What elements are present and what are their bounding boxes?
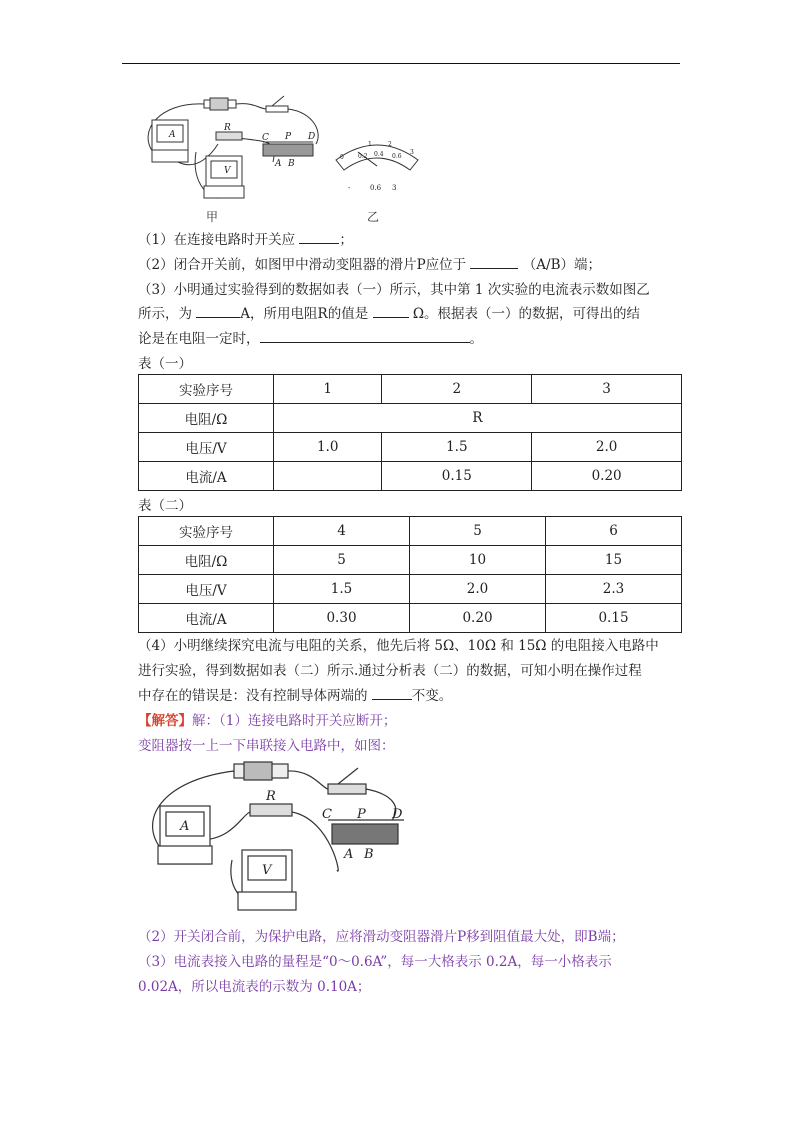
- svg-text:2: 2: [388, 141, 392, 148]
- table-row: 电流/A 0.15 0.20: [139, 462, 682, 491]
- answer-line2: 变阻器按一上一下串联接入电路中，如图：: [138, 738, 395, 754]
- svg-text:0: 0: [340, 154, 344, 161]
- answer-line4: （3）电流表接入电路的量程是“0～0.6A”，每一大格表示 0.2A，每一小格表示: [138, 954, 612, 970]
- question-3-line1: （3）小明通过实验得到的数据如表（一）所示，其中第 1 次实验的电流表示数如图乙: [138, 282, 650, 298]
- svg-text:C: C: [262, 133, 269, 143]
- svg-text:0.4: 0.4: [374, 151, 384, 158]
- svg-text:R: R: [266, 789, 276, 804]
- svg-text:3: 3: [410, 149, 414, 156]
- table1-label: 表（一）: [138, 356, 192, 372]
- svg-text:R: R: [224, 123, 231, 133]
- caption-jia: 甲: [206, 210, 219, 224]
- table-row: 实验序号 4 5 6: [139, 517, 682, 546]
- question-3-line3: 论是在电阻一定时， 。: [138, 331, 483, 347]
- table2-label: 表（二）: [138, 498, 192, 514]
- answer-circuit-figure: [142, 760, 412, 920]
- table-row: 电阻/Ω R: [139, 404, 682, 433]
- table-row: 电压/V 1.0 1.5 2.0: [139, 433, 682, 462]
- table-2: [138, 516, 682, 633]
- svg-text:P: P: [285, 132, 292, 142]
- svg-text:-: -: [348, 184, 351, 192]
- table-row: 电阻/Ω 5 10 15: [139, 546, 682, 575]
- caption-yi: 乙: [367, 210, 380, 224]
- svg-text:V: V: [262, 863, 272, 878]
- question-4-line1: （4）小明继续探究电流与电阻的关系，他先后将 5Ω、10Ω 和 15Ω 的电阻接入电路中: [138, 638, 659, 654]
- svg-text:C: C: [322, 807, 332, 822]
- question-1: （1）在连接电路时开关应 ；: [138, 232, 353, 248]
- svg-text:3: 3: [392, 184, 397, 192]
- svg-text:V: V: [224, 166, 231, 176]
- question-4-line3: 中存在的错误是：没有控制导体两端的 不变。: [138, 688, 453, 704]
- circuit-figure-jia: [138, 92, 338, 207]
- question-4-line2: 进行实验，得到数据如表（二）所示.通过分析表（二）的数据，可知小明在操作过程: [138, 663, 642, 679]
- svg-text:A: A: [180, 819, 190, 834]
- svg-text:0.2: 0.2: [358, 153, 368, 160]
- svg-text:D: D: [308, 132, 316, 142]
- question-2: （2）闭合开关前，如图甲中滑动变阻器的滑片P应位于 （A/B）端；: [138, 257, 601, 273]
- svg-text:B: B: [364, 847, 374, 862]
- answer-line1: 【解答】解：（1）连接电路时开关应断开；: [138, 713, 397, 729]
- table-1: [138, 374, 682, 491]
- table-row: 电压/V 1.5 2.0 2.3: [139, 575, 682, 604]
- question-3-line2: 所示，为 A，所用电阻R的值是 Ω。根据表（一）的数据，可得出的结: [138, 306, 641, 322]
- table-row: 实验序号 1 2 3: [139, 375, 682, 404]
- svg-text:0.6: 0.6: [370, 184, 382, 192]
- answer-line3: （2）开关闭合前，为保护电路，应将滑动变阻器滑片P移到阻值最大处，即B端；: [138, 929, 625, 945]
- answer-line5: 0.02A，所以电流表的示数为 0.10A；: [138, 979, 371, 995]
- table-row: 电流/A 0.30 0.20 0.15: [139, 604, 682, 633]
- svg-text:A: A: [344, 847, 354, 862]
- svg-text:0.6: 0.6: [392, 153, 402, 160]
- header-rule: [122, 63, 680, 64]
- svg-text:A: A: [169, 130, 176, 140]
- svg-text:1: 1: [368, 141, 372, 148]
- answer-tag: 【解答】: [138, 713, 192, 729]
- svg-text:B: B: [288, 159, 295, 169]
- svg-text:D: D: [392, 807, 403, 822]
- svg-text:P: P: [357, 807, 366, 822]
- ammeter-dial-figure-yi: [330, 132, 425, 202]
- svg-text:A: A: [275, 159, 282, 169]
